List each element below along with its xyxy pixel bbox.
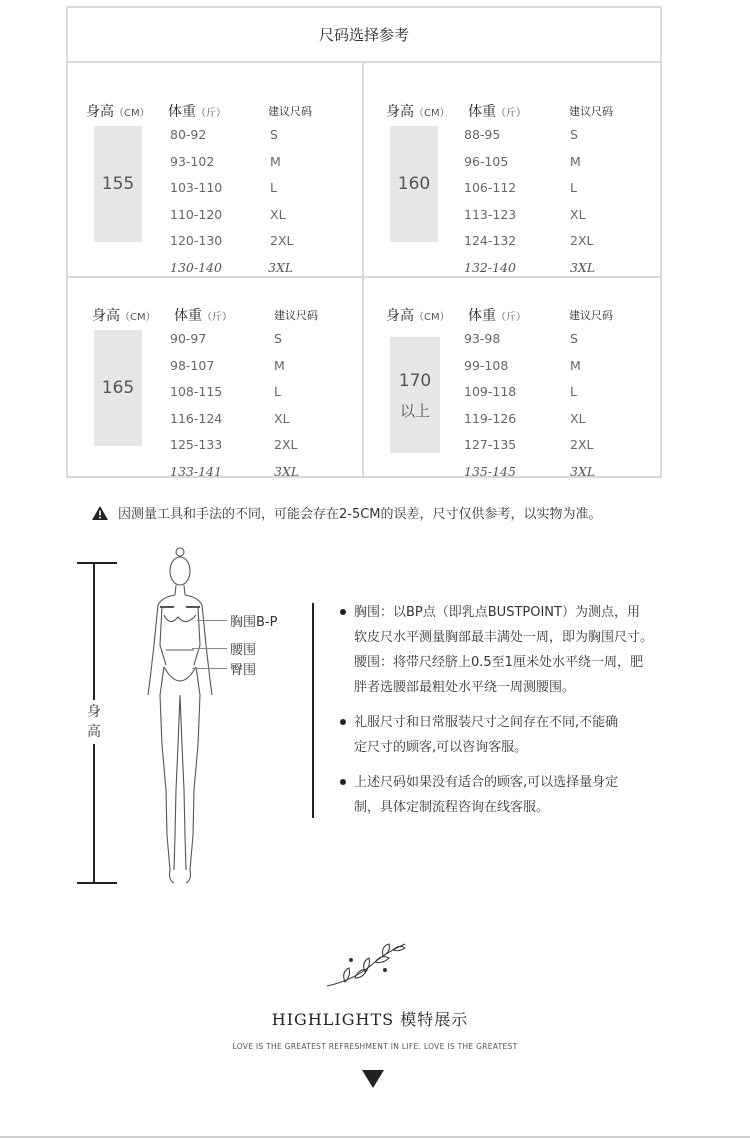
size-row: 120-130 2XL	[170, 233, 294, 248]
note-item	[340, 710, 700, 760]
height-value-box: 160	[390, 126, 438, 242]
note-line: 制，具体定制流程咨询在线客服。	[354, 800, 550, 815]
bullet-icon	[340, 779, 346, 785]
size-row: 106-112 L	[464, 180, 577, 195]
size-row: 135-145 3XL	[464, 463, 596, 479]
note-line: 定尺寸的顾客,可以咨询客服。	[354, 740, 528, 755]
size-row: 96-105 M	[464, 153, 581, 169]
size-header: 建议尺码	[274, 309, 318, 322]
bust-line	[197, 620, 227, 621]
measurement-notes	[340, 600, 700, 830]
size-group-155	[86, 101, 386, 311]
height-value-box: 155	[94, 126, 142, 242]
notes-separator	[312, 603, 314, 818]
bullet-icon	[340, 719, 346, 725]
size-header: 建议尺码	[569, 105, 613, 118]
size-row: 80-92 S	[170, 127, 278, 142]
note-line: 软皮尺水平测量胸部最丰满处一周，即为胸围尺寸。	[354, 630, 654, 645]
hip-line	[192, 668, 227, 669]
highlights-tagline: LOVE IS THE GREATEST REFRESHMENT IN LIFE. LOVE IS THE GREATEST	[232, 1042, 518, 1051]
size-group-170	[386, 305, 686, 515]
weight-header: 体重（斤）	[468, 104, 526, 120]
size-header: 建议尺码	[569, 309, 613, 322]
weight-header: 体重（斤）	[174, 308, 232, 324]
body-figure-icon	[140, 545, 240, 894]
size-row: 103-110 L	[170, 180, 277, 195]
size-row: 127-135 2XL	[464, 437, 594, 452]
bust-label: 胸围B-P	[230, 615, 278, 630]
size-rows	[92, 331, 392, 484]
size-row: 109-118 L	[464, 384, 577, 399]
size-row: 98-107 M	[170, 357, 285, 373]
waist-label: 腰围	[230, 643, 257, 658]
notice-text: 因测量工具和手法的不同，可能会存在2-5CM的误差，尺寸仅供参考，以实物为准。	[118, 507, 602, 522]
note-line: 腰围：将带尺经脐上0.5至1厘米处水平绕一周，肥	[354, 655, 643, 670]
note-item	[340, 600, 700, 700]
down-arrow-icon	[362, 1070, 384, 1092]
size-row: 93-102 M	[170, 153, 281, 169]
height-header: 身高（CM）	[86, 104, 150, 120]
bottom-divider	[0, 1136, 750, 1138]
size-row: 88-95 S	[464, 127, 578, 142]
height-header: 身高（CM）	[386, 308, 450, 324]
bullet-icon	[340, 609, 346, 615]
note-line: 胸围：以BP点（即乳点BUSTPOINT）为测点，用	[354, 605, 640, 620]
size-row: 93-98 S	[464, 331, 578, 346]
weight-header: 体重（斤）	[168, 104, 226, 120]
size-row: 124-132 2XL	[464, 233, 594, 248]
ruler-bottom-tick	[77, 882, 117, 884]
height-header: 身高（CM）	[386, 104, 450, 120]
height-value-box: 165	[94, 330, 142, 446]
height-value-box: 170 以上	[390, 337, 440, 453]
chart-title: 尺码选择参考	[68, 8, 660, 63]
size-row: 90-97 S	[170, 331, 282, 346]
size-group-160	[386, 101, 686, 311]
height-ruler-label: 身高	[85, 700, 103, 744]
size-row: 119-126 XL	[464, 410, 586, 426]
weight-header: 体重（斤）	[468, 308, 526, 324]
size-chart	[66, 6, 662, 478]
size-row: 132-140 3XL	[464, 259, 596, 275]
note-line: 礼服尺寸和日常服装尺寸之间存在不同,不能确	[354, 715, 619, 730]
leaf-branch-icon	[325, 940, 410, 994]
size-row: 116-124 XL	[170, 410, 290, 426]
size-row: 133-141 3XL	[170, 463, 300, 479]
size-rows	[386, 331, 686, 484]
waist-line	[192, 648, 227, 649]
size-row: 125-133 2XL	[170, 437, 298, 452]
note-line: 上述尺码如果没有适合的顾客,可以选择量身定	[354, 775, 619, 790]
size-rows	[86, 127, 386, 280]
ruler-top-tick	[77, 562, 117, 564]
size-row: 108-115 L	[170, 384, 281, 399]
size-row: 110-120 XL	[170, 206, 286, 222]
size-row: 99-108 M	[464, 357, 581, 373]
size-group-165	[92, 305, 392, 515]
size-header: 建议尺码	[268, 105, 312, 118]
highlights-title: HIGHLIGHTS 模特展示	[271, 1010, 469, 1029]
size-row: 130-140 3XL	[170, 259, 294, 275]
note-line: 胖者选腰部最粗处水平绕一周测腰围。	[354, 680, 576, 695]
hip-label: 臀围	[230, 663, 257, 678]
warning-icon	[92, 506, 108, 524]
note-item	[340, 770, 700, 820]
height-header: 身高（CM）	[92, 308, 156, 324]
size-row: 113-123 XL	[464, 206, 586, 222]
size-rows	[386, 127, 686, 280]
measurement-notice	[92, 503, 602, 524]
